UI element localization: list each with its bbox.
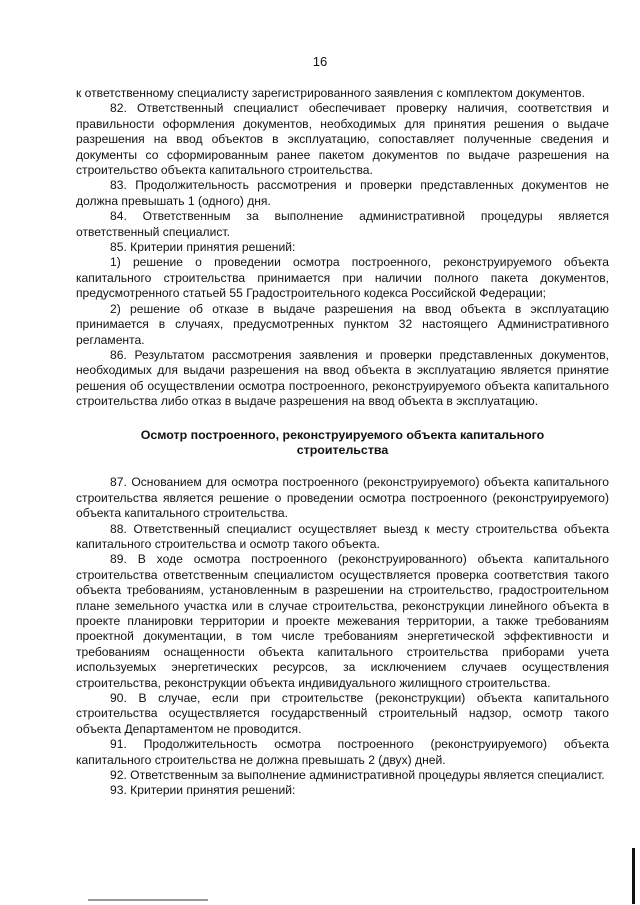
paragraph-continuation: к ответственному специалисту зарегистрированного заявления с комплектом документов. [76, 86, 585, 100]
paragraph-92: 92. Ответственным за выполнение административной процедуры является специалист. [110, 768, 605, 783]
paragraph-85-item-2: 2) решение об отказе в выдаче разрешения на ввод объекта в эксплуатацию принимается в случаях, предусмотренных пунктом 32 настоящего Административного регламента. [76, 301, 609, 347]
page-number: 16 [312, 54, 328, 69]
section-heading: Осмотр построенного, реконструируемого объекта капитального строительства [140, 427, 545, 457]
paragraph-90: 90. В случае, если при строительстве (реконструкции) объекта капитального строительства осуществляется государственный строительный надзор, осмотр такого объекта Департаментом не проводится. [76, 691, 609, 736]
paragraph-86: 86. Результатом рассмотрения заявления и проверки представленных документов, необходимых для выдачи разрешения на ввод объекта в эксплуатацию является принятие решения об осуществлении осмотра построенного, реконструируемого объекта капитального строительства либо отказ в выдаче разрешения на ввод объекта в эксплуатацию. [76, 347, 609, 409]
paragraph-93: 93. Критерии принятия решений: [110, 783, 296, 798]
paragraph-84: 84. Ответственным за выполнение административной процедуры является ответственный специалист. [76, 209, 609, 239]
paragraph-82: 82. Ответственный специалист обеспечивает проверку наличия, соответствия и правильности оформления документов, необходимых для принятия решения о выдаче разрешения на ввод объектов в эксплуатацию, сопоставляет полученные сведения и документы со сформированным ранее пакетом документов по выдаче разрешения на строительство объекта капитального строительства. [76, 101, 609, 178]
paragraph-83: 83. Продолжительность рассмотрения и проверки представленных документов не должна превышать 1 (одного) дня. [76, 178, 609, 208]
paragraph-85: 85. Критерии принятия решений: [110, 240, 296, 255]
scan-edge-mark [632, 848, 635, 904]
scan-smudge [88, 899, 208, 901]
paragraph-91: 91. Продолжительность осмотра построенного (реконструируемого) объекта капитального строительства не должна превышать 2 (двух) дней. [76, 737, 609, 767]
paragraph-88: 88. Ответственный специалист осуществляет выезд к месту строительства объекта капитального строительства и осмотр такого объекта. [76, 521, 609, 551]
document-body [76, 86, 609, 799]
paragraph-87: 87. Основанием для осмотра построенного (реконструируемого) объекта капитального строительства является решение о проведении осмотра построенного (реконструируемого) объекта капитального строительства. [76, 475, 609, 521]
paragraph-85-item-1: 1) решение о проведении осмотра построенного, реконструируемого объекта капитального строительства принимается при наличии полного пакета документов, предусмотренного статьей 55 Градостроительного кодекса Российской Федерации; [76, 255, 609, 301]
spacer [76, 410, 609, 428]
spacer [76, 458, 609, 475]
paragraph-89: 89. В ходе осмотра построенного (реконструированного) объекта капитального строительства ответственным специалистом осуществляется проверка соответствия такого объекта требованиям, установленным в разрешении на строительство, градостроительном плане земельного участка или в случае строительства, реконструкции линейного объекта в проекте планировки территории и проекте межевания территории, а также требованиям проектной документации, в том числе требованиям энергетической эффективности и требованиям оснащенности объекта капитального строительства приборами учета используемых энергетических ресурсов, за исключением случаев осуществления строительства, реконструкции объекта индивидуального жилищного строительства. [76, 552, 609, 690]
